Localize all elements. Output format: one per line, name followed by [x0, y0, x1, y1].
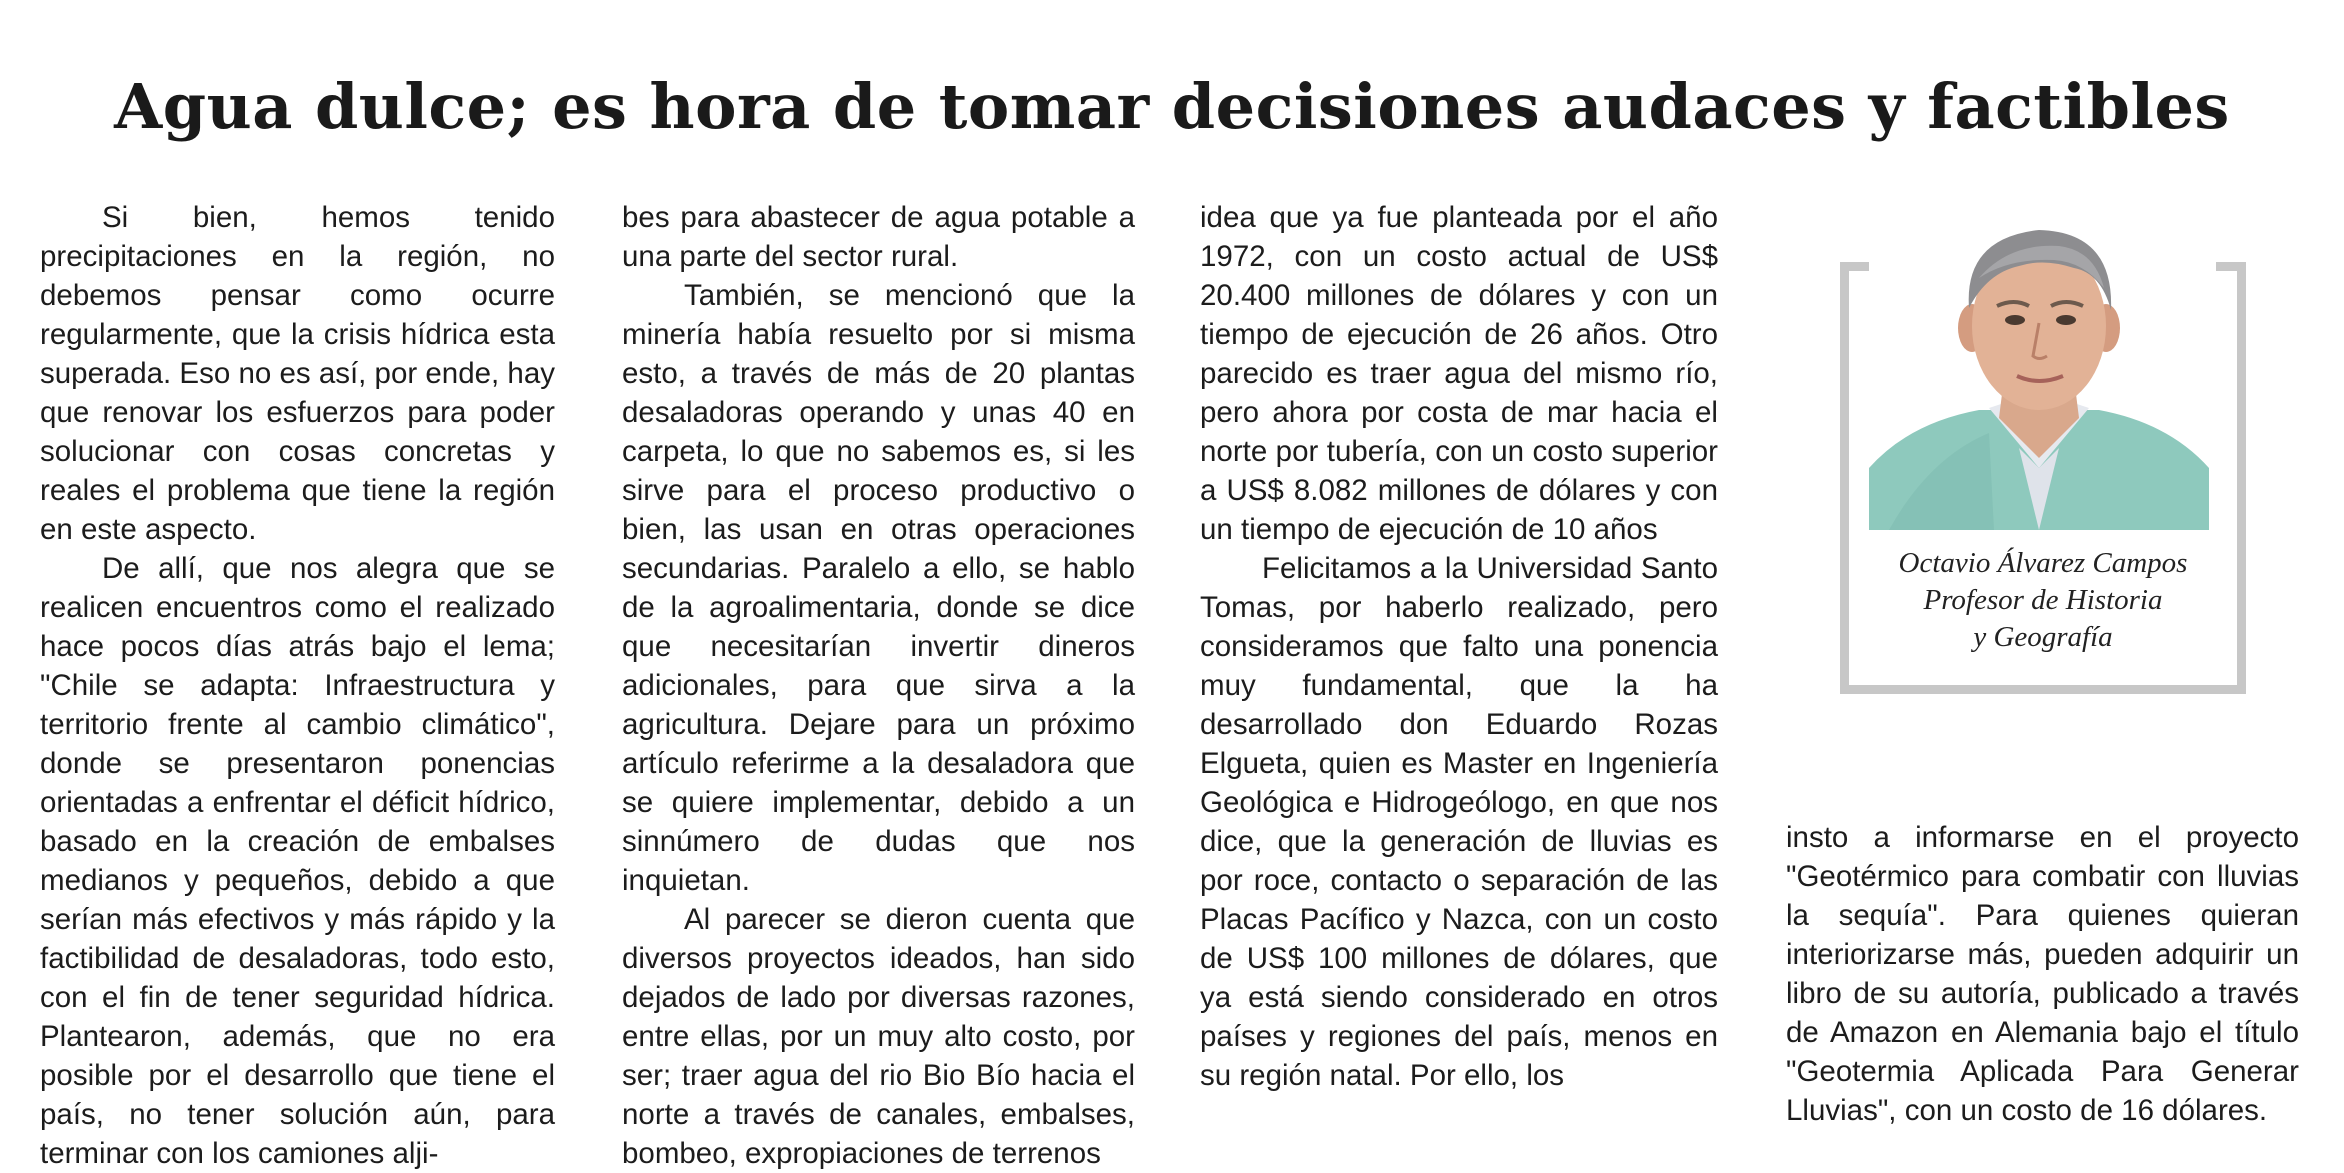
paragraph: bes para abastecer de agua potable a una parte del sector rural.	[622, 201, 1135, 273]
article-column-4	[1786, 818, 2299, 1130]
article-headline: Agua dulce; es hora de tomar decisiones audaces y factibles	[114, 69, 2230, 143]
author-portrait-illustration	[1869, 218, 2209, 530]
article-column-2	[622, 198, 1135, 1173]
author-title: y Geografía	[1973, 621, 2113, 653]
paragraph: insto a informarse en el proyecto "Geotérmico para combatir con lluvias la sequía". Para quienes quieran interiorizarse más, pueden adquirir un libro de su autoría, publicado a través de Amazon en Alemania bajo el título "Geotermia Aplicada Para Generar Lluvias", con un costo de 16 dólares.	[1786, 821, 2299, 1127]
frame-corner	[1840, 262, 1870, 271]
paragraph: También, se mencionó que la minería había resuelto por si misma esto, a través de más de 20 plantas desaladoras operando y unas 40 en carpeta, lo que no sabemos es, si les sirve para el proceso productivo o bien, las usan en otras operaciones secundarias. Paralelo a ello, se hablo de la agroalimentaria, donde se dice que necesitarían invertir dineros adicionales, para que sirva a la agricultura. Dejare para un próximo artículo referirme a la desaladora que se quiere implementar, debido a un sinnúmero de dudas que nos inquietan.	[622, 279, 1135, 897]
author-title: Profesor de Historia	[1923, 584, 2163, 616]
paragraph: Felicitamos a la Universidad Santo Tomas, por haberlo realizado, pero consideramos que falto una ponencia muy fundamental, que la ha desarrollado don Eduardo Rozas Elgueta, quien es Master en Ingeniería Geológica e Hidrogeólogo, en que nos dice, que la generación de lluvias es por roce, contacto o separación de las Placas Pacífico y Nazca, con un costo de US$ 100 millones de dólares, que ya está siendo considerado en otros países y regiones del país, menos en su región natal. Por ello, los	[1200, 552, 1718, 1092]
author-name: Octavio Álvarez Campos	[1898, 547, 2188, 579]
author-caption	[1849, 545, 2237, 656]
paragraph: De allí, que nos alegra que se realicen encuentros como el realizado hace pocos días atrás bajo el lema; "Chile se adapta: Infraestructura y territorio frente al cambio climático", donde se presentaron ponencias orientadas a enfrentar el déficit hídrico, basado en la creación de embalses medianos y pequeños, debido a que serían más efectivos y más rápido y la factibilidad de desaladoras, todo esto, con el fin de tener seguridad hídrica. Plantearon, además, que no era posible por el desarrollo que tiene el país, no tener solución aún, para terminar con los camiones alji-	[40, 552, 555, 1170]
article-column-3	[1200, 198, 1718, 1095]
paragraph: Si bien, hemos tenido precipitaciones en la región, no debemos pensar como ocurre regularmente, que la crisis hídrica esta superada. Eso no es así, por ende, hay que renovar los esfuerzos para poder solucionar con cosas concretas y reales el problema que tiene la región en este aspecto.	[40, 201, 555, 546]
paragraph: Al parecer se dieron cuenta que diversos proyectos ideados, han sido dejados de lado por diversas razones, entre ellas, por un muy alto costo, por ser; traer agua del rio Bio Bío hacia el norte a través de canales, embalses, bombeo, expropiaciones de terrenos	[622, 903, 1135, 1170]
paragraph: idea que ya fue planteada por el año 1972, con un costo actual de US$ 20.400 millones de dólares y con un tiempo de ejecución de 26 años. Otro parecido es traer agua del mismo río, pero ahora por costa de mar hacia el norte por tubería, con un costo superior a US$ 8.082 millones de dólares y con un tiempo de ejecución de 10 años	[1200, 201, 1718, 546]
author-photo	[1869, 218, 2209, 530]
article-column-1	[40, 198, 555, 1173]
frame-corner	[2216, 262, 2246, 271]
